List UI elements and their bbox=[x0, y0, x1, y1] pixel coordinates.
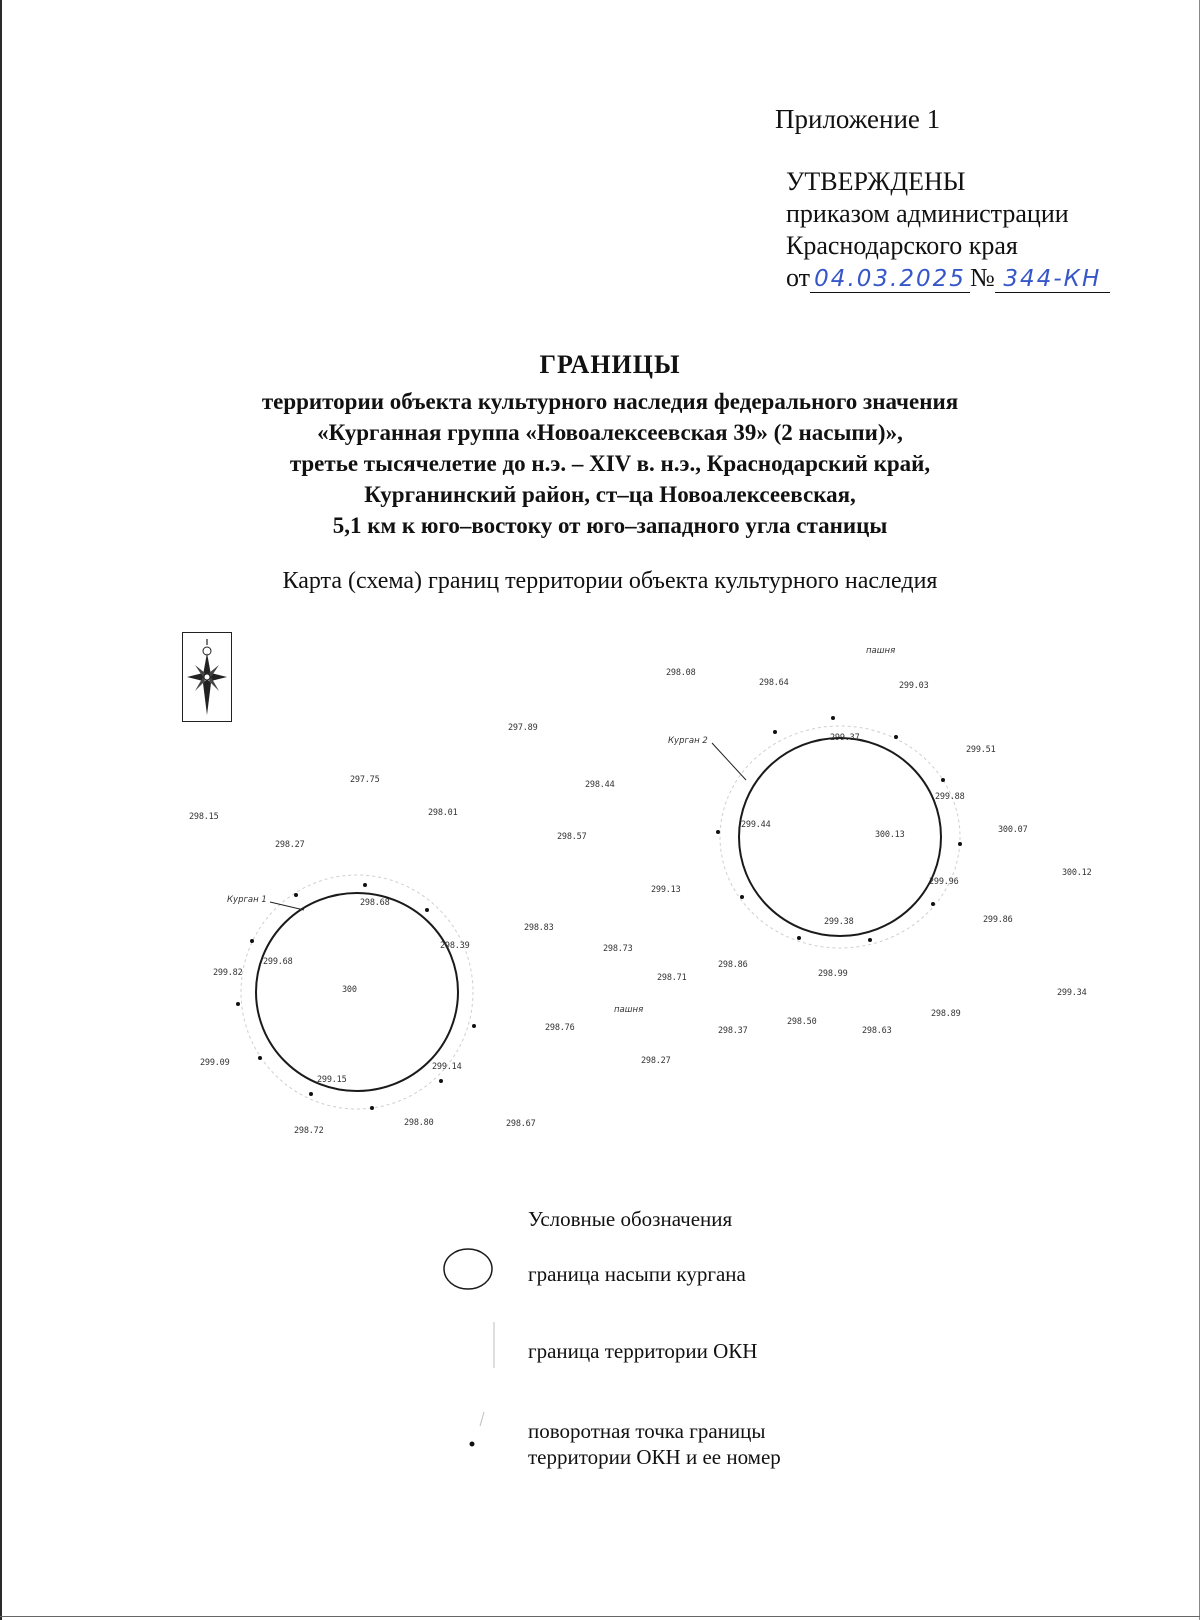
mound2-label: Курган 2 bbox=[668, 736, 708, 746]
turning-point bbox=[868, 938, 872, 942]
turning-point bbox=[797, 936, 801, 940]
turning-point bbox=[894, 735, 898, 739]
turning-point bbox=[740, 895, 744, 899]
turning-point bbox=[425, 908, 429, 912]
elevation-mark: 298.99 bbox=[818, 969, 848, 979]
elevation-mark: 298.15 bbox=[189, 812, 219, 822]
elevation-mark: 300 bbox=[342, 985, 357, 995]
legend-label-turning-point-line2: территории ОКН и ее номер bbox=[528, 1445, 781, 1469]
elevation-mark: 298.86 bbox=[718, 960, 748, 970]
elevation-mark: 298.72 bbox=[294, 1126, 324, 1136]
elevation-mark: 299.34 bbox=[1057, 988, 1087, 998]
elevation-mark: 299.09 bbox=[200, 1058, 230, 1068]
elevation-mark: 299.13 bbox=[651, 885, 681, 895]
turning-point bbox=[472, 1024, 476, 1028]
elevation-mark: 297.75 bbox=[350, 775, 380, 785]
mound-boundary-1 bbox=[256, 893, 458, 1091]
territory-boundary-2 bbox=[720, 726, 960, 948]
handwritten-date: 04.03.2025 bbox=[814, 266, 966, 292]
elevation-mark: 298.68 bbox=[360, 898, 390, 908]
elevation-mark: 298.83 bbox=[524, 923, 554, 933]
turning-point bbox=[831, 716, 835, 720]
elevation-mark: 298.73 bbox=[603, 944, 633, 954]
legend-label-turning-point bbox=[528, 1418, 781, 1470]
elevation-mark: 298.76 bbox=[545, 1023, 575, 1033]
title-line: 5,1 км к юго–востоку от юго–западного угла станицы bbox=[332, 513, 888, 538]
elevation-mark: 299.96 bbox=[929, 877, 959, 887]
handwritten-number: 344-КН bbox=[1003, 266, 1102, 292]
elevation-mark: 300.12 bbox=[1062, 868, 1092, 878]
title-main: ГРАНИЦЫ bbox=[539, 350, 681, 379]
elevation-mark: 298.80 bbox=[404, 1118, 434, 1128]
elevation-mark: 298.89 bbox=[931, 1009, 961, 1019]
mound1-label: Курган 1 bbox=[227, 895, 267, 905]
field-label: пашня bbox=[614, 1005, 644, 1015]
elevation-mark: 298.08 bbox=[666, 668, 696, 678]
elevation-mark: 299.44 bbox=[741, 820, 771, 830]
elevation-mark: 299.68 bbox=[263, 957, 293, 967]
legend-label-turning-point-line1: поворотная точка границы bbox=[528, 1419, 766, 1443]
elevation-mark: 299.37 bbox=[830, 733, 860, 743]
legend-turning-point-icon bbox=[466, 1410, 490, 1450]
turning-point bbox=[931, 902, 935, 906]
territory-boundary-1 bbox=[241, 875, 473, 1109]
turning-point bbox=[294, 893, 298, 897]
turning-point bbox=[716, 830, 720, 834]
title-line: «Курганная группа «Новоалексеевская 39» (2 насыпи)», bbox=[317, 420, 903, 445]
title-line: третье тысячелетие до н.э. – XIV в. н.э., Краснодарский край, bbox=[289, 451, 931, 476]
approved-region: Краснодарского края bbox=[786, 231, 1018, 260]
turning-point bbox=[236, 1002, 240, 1006]
title-line: Курганинский район, ст–ца Новоалексеевская, bbox=[364, 482, 856, 507]
field-label: пашня bbox=[866, 646, 896, 656]
turning-point bbox=[363, 883, 367, 887]
turning-point bbox=[250, 939, 254, 943]
turning-point bbox=[941, 778, 945, 782]
turning-point bbox=[258, 1056, 262, 1060]
turning-point bbox=[439, 1079, 443, 1083]
elevation-mark: 298.71 bbox=[657, 973, 687, 983]
legend-label-mound: граница насыпи кургана bbox=[528, 1262, 746, 1286]
elevation-mark: 298.63 bbox=[862, 1026, 892, 1036]
elevation-mark: 298.64 bbox=[759, 678, 789, 688]
legend-title: Условные обозначения bbox=[528, 1207, 733, 1231]
elevation-mark: 298.39 bbox=[440, 941, 470, 951]
turning-points-1 bbox=[236, 883, 476, 1110]
elevation-mark: 298.44 bbox=[585, 780, 615, 790]
mound2-leader bbox=[712, 743, 746, 780]
elevation-mark: 299.51 bbox=[966, 745, 996, 755]
elevation-mark: 299.86 bbox=[983, 915, 1013, 925]
elevation-mark: 298.50 bbox=[787, 1017, 817, 1027]
elevation-mark: 299.03 bbox=[899, 681, 929, 691]
map-caption: Карта (схема) границ территории объекта культурного наследия bbox=[282, 568, 938, 594]
title-line: территории объекта культурного наследия федерального значения bbox=[261, 389, 959, 414]
legend-mound-circle-icon bbox=[440, 1245, 496, 1293]
elevation-mark: 299.15 bbox=[317, 1075, 347, 1085]
turning-point bbox=[370, 1106, 374, 1110]
elevation-mark: 298.27 bbox=[641, 1056, 671, 1066]
elevation-mark: 299.14 bbox=[432, 1062, 462, 1072]
mound-boundary-2 bbox=[739, 738, 941, 936]
date-prefix: от bbox=[786, 263, 811, 292]
legend-territory-line-icon bbox=[490, 1320, 498, 1370]
number-sign: № bbox=[970, 263, 995, 292]
elevation-mark: 300.07 bbox=[998, 825, 1028, 835]
turning-point bbox=[309, 1092, 313, 1096]
turning-point bbox=[958, 842, 962, 846]
elevation-mark: 298.27 bbox=[275, 840, 305, 850]
elevation-mark: 298.01 bbox=[428, 808, 458, 818]
elevation-mark: 300.13 bbox=[875, 830, 905, 840]
elevation-mark: 298.57 bbox=[557, 832, 587, 842]
elevation-mark: 298.37 bbox=[718, 1026, 748, 1036]
elevation-mark: 298.67 bbox=[506, 1119, 536, 1129]
approved-by-order: приказом администрации bbox=[786, 199, 1069, 228]
approved-heading: УТВЕРЖДЕНЫ bbox=[786, 167, 966, 196]
turning-point bbox=[773, 730, 777, 734]
elevation-mark: 299.88 bbox=[935, 792, 965, 802]
appendix-label: Приложение 1 bbox=[775, 104, 941, 134]
elevation-mark: 297.89 bbox=[508, 723, 538, 733]
elevation-mark: 299.38 bbox=[824, 917, 854, 927]
elevation-mark: 299.82 bbox=[213, 968, 243, 978]
legend-label-territory: граница территории ОКН bbox=[528, 1339, 758, 1363]
